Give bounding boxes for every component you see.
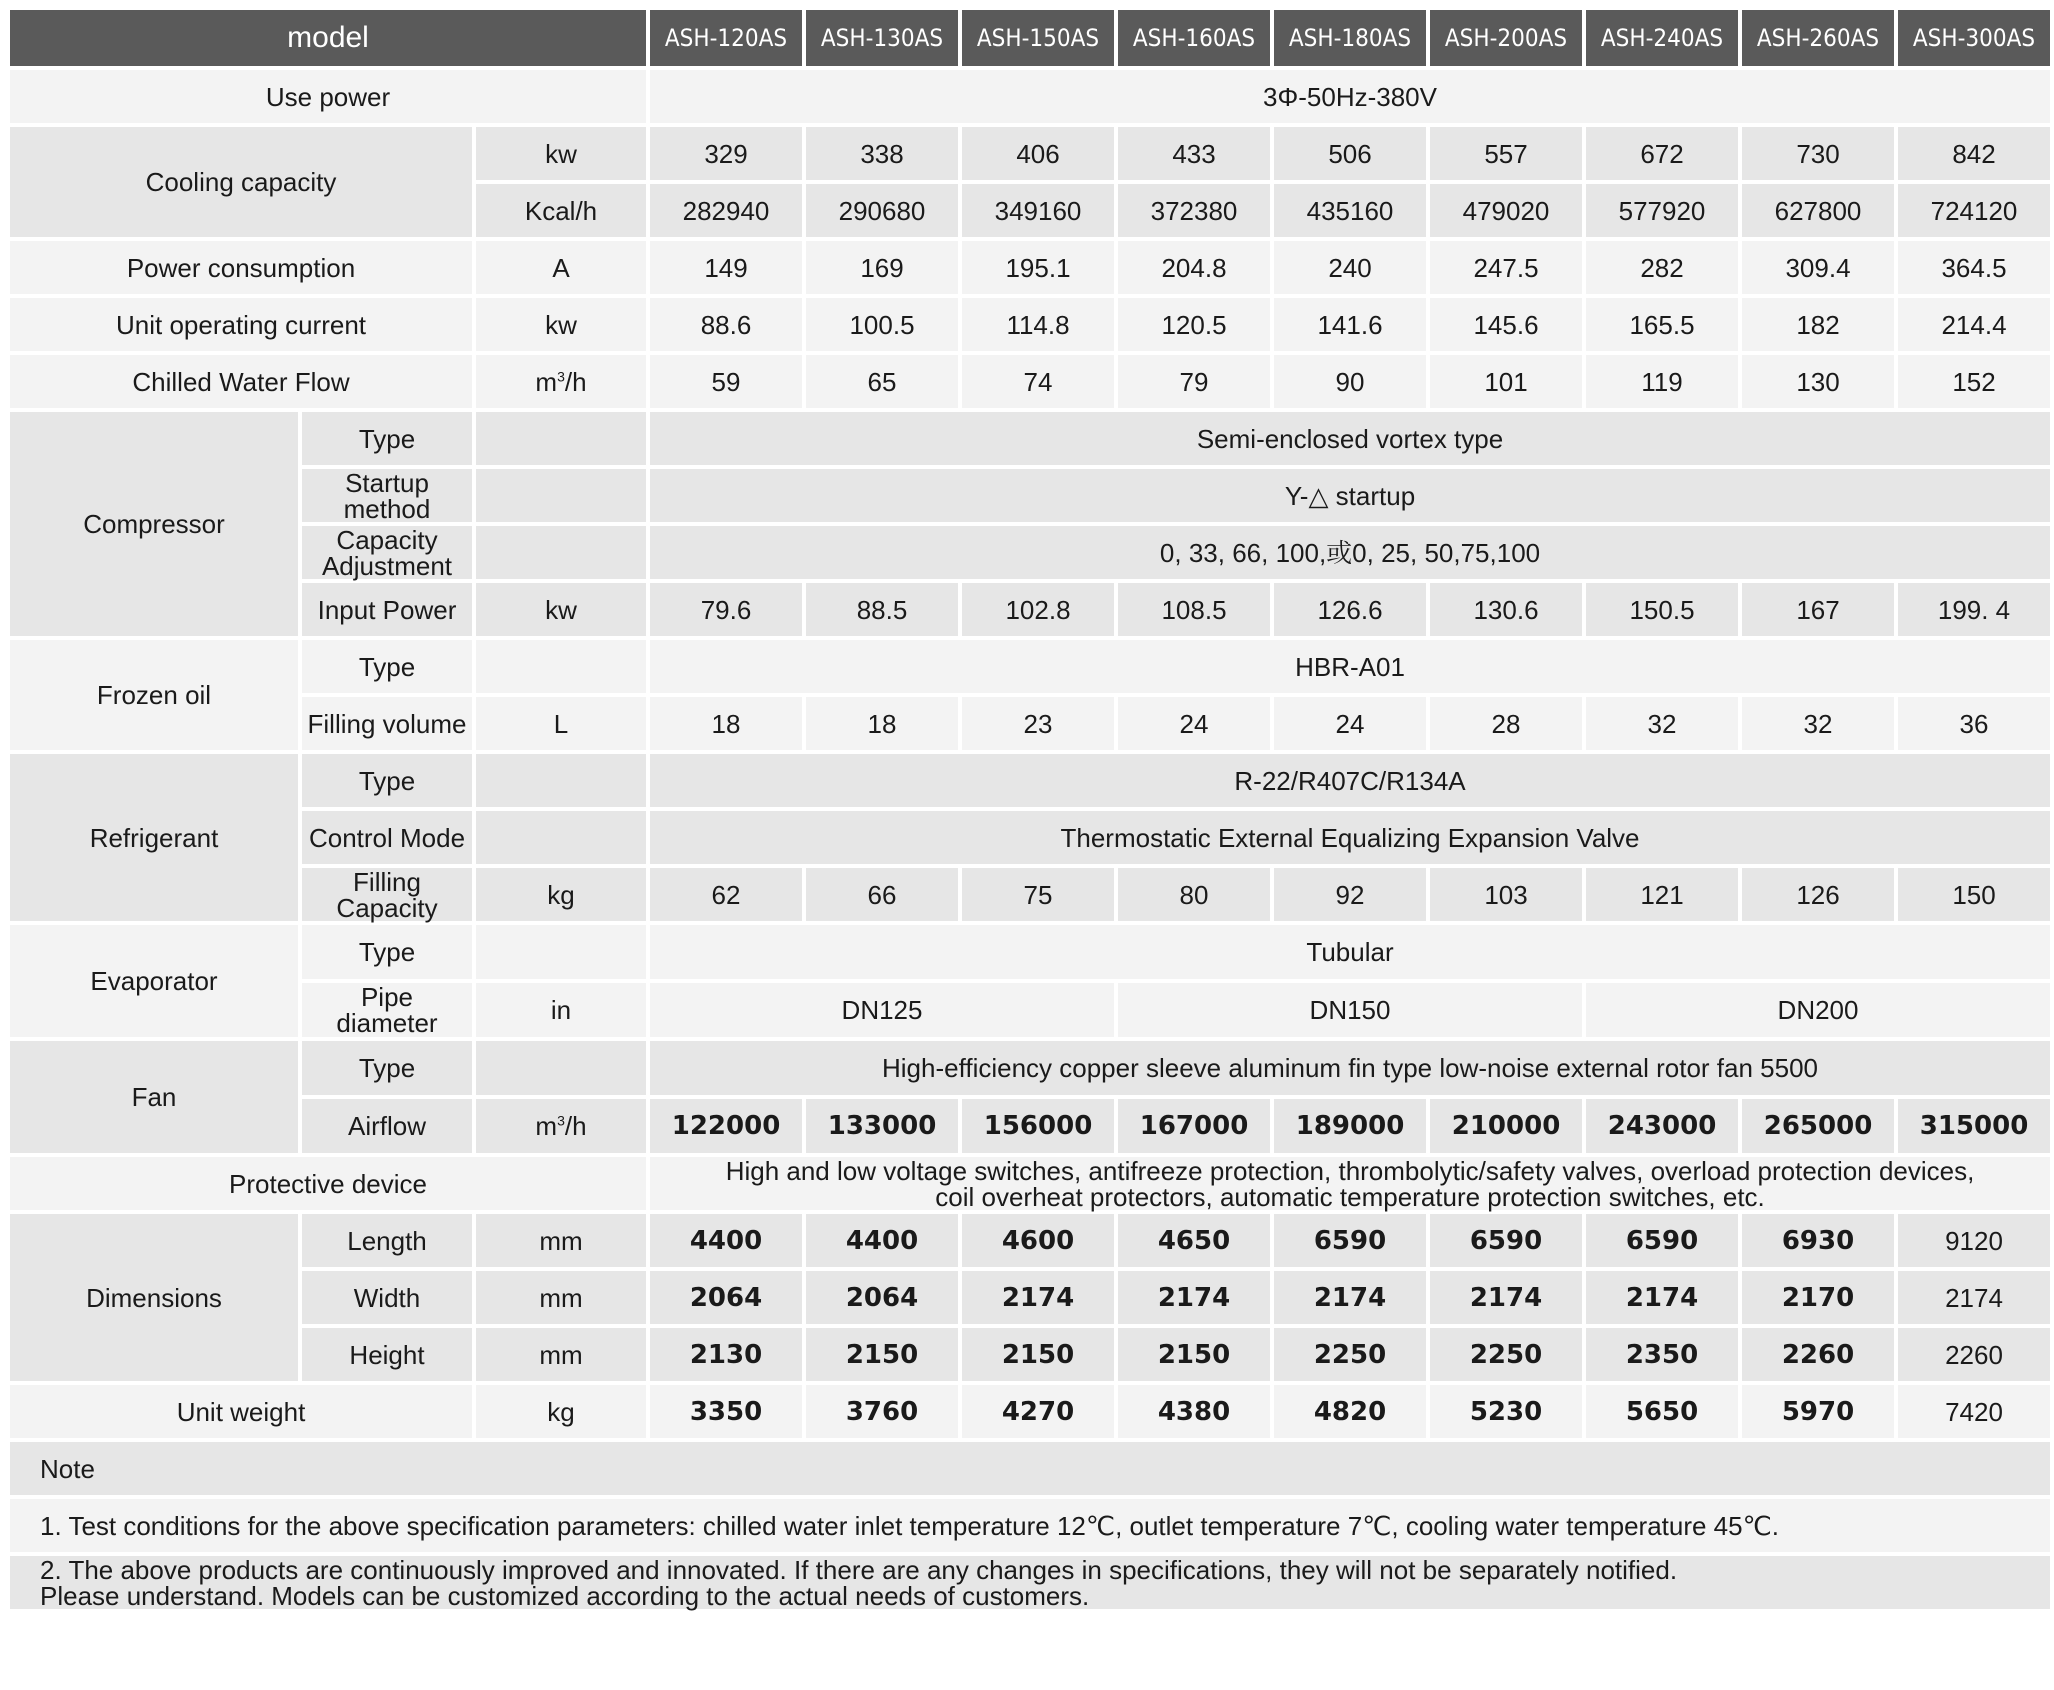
value-cell: 28	[1430, 697, 1582, 750]
cooling-capacity-kw-row	[10, 127, 2050, 180]
value-cell: 2174	[1274, 1271, 1426, 1324]
value-cell: 557	[1430, 127, 1582, 180]
unit-cell: mm	[476, 1328, 646, 1381]
value-cell: 23	[962, 697, 1114, 750]
dimensions-label: Dimensions	[10, 1214, 298, 1381]
value-cell: 24	[1274, 697, 1426, 750]
value-cell: 66	[806, 868, 958, 921]
value-cell: 79	[1118, 355, 1270, 408]
value-cell: 169	[806, 241, 958, 294]
model-name: ASH-200AS	[1430, 10, 1582, 66]
compressor-type-row	[10, 412, 2050, 465]
value-cell: 364.5	[1898, 241, 2050, 294]
value-cell: 2174	[1898, 1271, 2050, 1324]
label-line: Pipe	[360, 982, 414, 1012]
label-line: Capacity	[336, 892, 438, 923]
value-cell: 577920	[1586, 184, 1738, 237]
value-cell: 2174	[1118, 1271, 1270, 1324]
model-name: ASH-120AS	[650, 10, 802, 66]
unit-base: m	[535, 366, 558, 397]
unit-cell	[476, 640, 646, 693]
protective-device-row	[10, 1157, 2050, 1210]
value-cell: 103	[1430, 868, 1582, 921]
value-cell: 2350	[1586, 1328, 1738, 1381]
value-cell: 2260	[1898, 1328, 2050, 1381]
label-line: Adjustment	[321, 550, 453, 581]
value-cell: 130	[1742, 355, 1894, 408]
unit-tail: /h	[564, 366, 587, 397]
value-line: High and low voltage switches, antifreeze protection, thrombolytic/safety valves, overload protection devices,	[725, 1155, 1975, 1186]
value-cell: 6590	[1586, 1214, 1738, 1267]
unit-cell	[476, 925, 646, 979]
value-cell: 75	[962, 868, 1114, 921]
chilled-water-flow-label: Chilled Water Flow	[10, 355, 472, 408]
unit-cell	[476, 355, 646, 408]
value-cell: 133000	[806, 1099, 958, 1153]
value-cell: 88.5	[806, 583, 958, 636]
unit-cell: Kcal/h	[476, 184, 646, 237]
spec-table-body	[10, 10, 2050, 1609]
sub-label: Height	[302, 1328, 472, 1381]
value-cell: 265000	[1742, 1099, 1894, 1153]
refrigerant-type-value: R-22/R407C/R134A	[650, 754, 2050, 807]
value-cell: 195.1	[962, 241, 1114, 294]
value-cell: 730	[1742, 127, 1894, 180]
frozen-oil-type-row	[10, 640, 2050, 693]
unit-cell	[476, 811, 646, 864]
dimensions-width-row	[10, 1271, 2050, 1324]
unit-cell	[476, 412, 646, 465]
value-cell: 90	[1274, 355, 1426, 408]
value-cell: 36	[1898, 697, 2050, 750]
unit-cell: kg	[476, 1385, 646, 1438]
value-cell: 119	[1586, 355, 1738, 408]
value-cell: 74	[962, 355, 1114, 408]
value-cell: 122000	[650, 1099, 802, 1153]
value-cell: 18	[650, 697, 802, 750]
unit-cell	[476, 1099, 646, 1153]
sub-label: Type	[302, 925, 472, 979]
model-name: ASH-300AS	[1898, 10, 2050, 66]
sub-label	[302, 868, 472, 921]
unit-cell	[476, 754, 646, 807]
unit-tail: /h	[564, 1111, 587, 1141]
value-cell: 18	[806, 697, 958, 750]
unit-cell	[476, 469, 646, 522]
value-cell: 199. 4	[1898, 583, 2050, 636]
use-power-label: Use power	[10, 70, 646, 123]
value-line: coil overheat protectors, automatic temperature protection switches, etc.	[935, 1181, 1765, 1212]
protective-device-value	[650, 1157, 2050, 1210]
note-line: 2. The above products are continuously improved and innovated. If there are any changes in specifications, they will not be separately notified.	[40, 1554, 1678, 1585]
value-cell: 24	[1118, 697, 1270, 750]
value-cell: 62	[650, 868, 802, 921]
value-cell: 2130	[650, 1328, 802, 1381]
frozen-oil-type-value: HBR-A01	[650, 640, 2050, 693]
use-power-value: 3Φ-50Hz-380V	[650, 70, 2050, 123]
value-cell: 141.6	[1274, 298, 1426, 351]
unit-cell: A	[476, 241, 646, 294]
value-cell: 290680	[806, 184, 958, 237]
value-cell: 329	[650, 127, 802, 180]
value-cell: 6590	[1274, 1214, 1426, 1267]
label-line: diameter	[336, 1008, 438, 1038]
unit-cell: mm	[476, 1214, 646, 1267]
value-cell: 6590	[1430, 1214, 1582, 1267]
value-cell: 167000	[1118, 1099, 1270, 1153]
compressor-startup-value: Y-△ startup	[650, 469, 2050, 522]
value-cell: 2170	[1742, 1271, 1894, 1324]
value-cell: 282940	[650, 184, 802, 237]
value-cell: 627800	[1742, 184, 1894, 237]
model-name: ASH-150AS	[962, 10, 1114, 66]
unit-cell: in	[476, 983, 646, 1037]
value-cell: 150.5	[1586, 583, 1738, 636]
power-consumption-row	[10, 241, 2050, 294]
model-name: ASH-160AS	[1118, 10, 1270, 66]
unit-cell	[476, 1041, 646, 1095]
sub-label: Width	[302, 1271, 472, 1324]
value-cell: 724120	[1898, 184, 2050, 237]
value-cell: 32	[1742, 697, 1894, 750]
value-cell: 2150	[1118, 1328, 1270, 1381]
unit-operating-current-label: Unit operating current	[10, 298, 472, 351]
evaporator-pipe-row	[10, 983, 2050, 1037]
value-cell: 4600	[962, 1214, 1114, 1267]
value-cell: 32	[1586, 697, 1738, 750]
evaporator-label: Evaporator	[10, 925, 298, 1037]
note-1: 1. Test conditions for the above specification parameters: chilled water inlet temperature 12℃, outlet temperature 7℃, cooling water temperature 45℃.	[10, 1499, 2050, 1552]
unit-cell: kg	[476, 868, 646, 921]
value-cell: 5650	[1586, 1385, 1738, 1438]
unit-cell: kw	[476, 127, 646, 180]
value-cell: 165.5	[1586, 298, 1738, 351]
cooling-capacity-label: Cooling capacity	[10, 127, 472, 237]
value-cell: 7420	[1898, 1385, 2050, 1438]
model-name: ASH-240AS	[1586, 10, 1738, 66]
value-cell: 100.5	[806, 298, 958, 351]
evaporator-type-value: Tubular	[650, 925, 2050, 979]
unit-operating-current-row	[10, 298, 2050, 351]
value-cell: DN125	[650, 983, 1114, 1037]
model-header: model	[10, 10, 646, 66]
value-cell: 150	[1898, 868, 2050, 921]
sub-label: Type	[302, 640, 472, 693]
value-cell: 149	[650, 241, 802, 294]
value-cell: DN200	[1586, 983, 2050, 1037]
unit-cell	[476, 526, 646, 579]
value-cell: 88.6	[650, 298, 802, 351]
refrigerant-label: Refrigerant	[10, 754, 298, 921]
value-cell: 2150	[806, 1328, 958, 1381]
value-cell: 338	[806, 127, 958, 180]
value-cell: 2064	[806, 1271, 958, 1324]
value-cell: 126	[1742, 868, 1894, 921]
value-cell: 506	[1274, 127, 1426, 180]
value-cell: 79.6	[650, 583, 802, 636]
frozen-oil-filling-row	[10, 697, 2050, 750]
fan-airflow-row	[10, 1099, 2050, 1153]
sub-label: Control Mode	[302, 811, 472, 864]
value-cell: 2250	[1430, 1328, 1582, 1381]
value-cell: 126.6	[1274, 583, 1426, 636]
unit-cell: kw	[476, 583, 646, 636]
value-cell: 65	[806, 355, 958, 408]
note-1-row	[10, 1499, 2050, 1552]
dimensions-length-row	[10, 1214, 2050, 1267]
value-cell: 4400	[650, 1214, 802, 1267]
spec-sheet	[6, 6, 2036, 1684]
note-2	[10, 1556, 2050, 1609]
value-cell: 433	[1118, 127, 1270, 180]
value-cell: 2260	[1742, 1328, 1894, 1381]
spec-table	[6, 6, 2054, 1613]
note-title: Note	[10, 1442, 2050, 1495]
compressor-input-row	[10, 583, 2050, 636]
label-line: Capacity	[336, 524, 438, 555]
model-name: ASH-180AS	[1274, 10, 1426, 66]
value-cell: 189000	[1274, 1099, 1426, 1153]
value-cell: 842	[1898, 127, 2050, 180]
value-cell: 2250	[1274, 1328, 1426, 1381]
value-cell: 243000	[1586, 1099, 1738, 1153]
unit-weight-label: Unit weight	[10, 1385, 472, 1438]
value-cell: 479020	[1430, 184, 1582, 237]
value-cell: 4650	[1118, 1214, 1270, 1267]
value-cell: 80	[1118, 868, 1270, 921]
refrigerant-control-row	[10, 811, 2050, 864]
value-cell: 5230	[1430, 1385, 1582, 1438]
value-cell: 372380	[1118, 184, 1270, 237]
value-cell: 2174	[1430, 1271, 1582, 1324]
unit-cell: mm	[476, 1271, 646, 1324]
value-cell: 152	[1898, 355, 2050, 408]
value-cell: 672	[1586, 127, 1738, 180]
sub-label: Type	[302, 412, 472, 465]
unit-cell: kw	[476, 298, 646, 351]
value-cell: 204.8	[1118, 241, 1270, 294]
frozen-oil-label: Frozen oil	[10, 640, 298, 750]
refrigerant-filling-row	[10, 868, 2050, 921]
value-cell: 2174	[1586, 1271, 1738, 1324]
value-cell: 4380	[1118, 1385, 1270, 1438]
fan-label: Fan	[10, 1041, 298, 1153]
note-line: Please understand. Models can be customized according to the actual needs of customers.	[40, 1580, 1090, 1611]
value-cell: 435160	[1274, 184, 1426, 237]
header-row	[10, 10, 2050, 66]
value-cell: 167	[1742, 583, 1894, 636]
value-cell: 315000	[1898, 1099, 2050, 1153]
value-cell: DN150	[1118, 983, 1582, 1037]
value-cell: 92	[1274, 868, 1426, 921]
value-cell: 3350	[650, 1385, 802, 1438]
sub-label: Input Power	[302, 583, 472, 636]
value-cell: 4400	[806, 1214, 958, 1267]
value-cell: 2064	[650, 1271, 802, 1324]
value-cell: 156000	[962, 1099, 1114, 1153]
compressor-startup-row	[10, 469, 2050, 522]
sub-label: Airflow	[302, 1099, 472, 1153]
dimensions-height-row	[10, 1328, 2050, 1381]
value-cell: 120.5	[1118, 298, 1270, 351]
note-2-row	[10, 1556, 2050, 1609]
unit-weight-row	[10, 1385, 2050, 1438]
label-line: Filling	[353, 866, 421, 897]
unit-base: m	[535, 1111, 558, 1141]
value-cell: 406	[962, 127, 1114, 180]
power-consumption-label: Power consumption	[10, 241, 472, 294]
value-cell: 3760	[806, 1385, 958, 1438]
unit-superscript: 3	[557, 367, 565, 384]
value-cell: 130.6	[1430, 583, 1582, 636]
value-cell: 309.4	[1742, 241, 1894, 294]
value-cell: 240	[1274, 241, 1426, 294]
fan-type-value: High-efficiency copper sleeve aluminum fin type low-noise external rotor fan 5500	[650, 1041, 2050, 1095]
sub-label	[302, 526, 472, 579]
sub-label: Type	[302, 1041, 472, 1095]
compressor-label: Compressor	[10, 412, 298, 636]
use-power-row	[10, 70, 2050, 123]
value-cell: 102.8	[962, 583, 1114, 636]
protective-device-label: Protective device	[10, 1157, 646, 1210]
value-cell: 4270	[962, 1385, 1114, 1438]
value-cell: 2174	[962, 1271, 1114, 1324]
value-cell: 214.4	[1898, 298, 2050, 351]
unit-superscript: 3	[557, 1112, 565, 1129]
value-cell: 4820	[1274, 1385, 1426, 1438]
refrigerant-control-value: Thermostatic External Equalizing Expansion Valve	[650, 811, 2050, 864]
value-cell: 282	[1586, 241, 1738, 294]
value-cell: 5970	[1742, 1385, 1894, 1438]
sub-label: Type	[302, 754, 472, 807]
value-cell: 247.5	[1430, 241, 1582, 294]
value-cell: 59	[650, 355, 802, 408]
compressor-capacity-value: 0, 33, 66, 100,或0, 25, 50,75,100	[650, 526, 2050, 579]
chilled-water-flow-row	[10, 355, 2050, 408]
value-cell: 114.8	[962, 298, 1114, 351]
value-cell: 2150	[962, 1328, 1114, 1381]
value-cell: 101	[1430, 355, 1582, 408]
value-cell: 121	[1586, 868, 1738, 921]
sub-label: Filling volume	[302, 697, 472, 750]
value-cell: 210000	[1430, 1099, 1582, 1153]
sub-label: Startup method	[302, 469, 472, 522]
model-name: ASH-260AS	[1742, 10, 1894, 66]
compressor-capacity-row	[10, 526, 2050, 579]
fan-type-row	[10, 1041, 2050, 1095]
note-title-row	[10, 1442, 2050, 1495]
refrigerant-type-row	[10, 754, 2050, 807]
value-cell: 145.6	[1430, 298, 1582, 351]
sub-label	[302, 983, 472, 1037]
value-cell: 9120	[1898, 1214, 2050, 1267]
evaporator-type-row	[10, 925, 2050, 979]
compressor-type-value: Semi-enclosed vortex type	[650, 412, 2050, 465]
unit-cell: L	[476, 697, 646, 750]
value-cell: 349160	[962, 184, 1114, 237]
value-cell: 108.5	[1118, 583, 1270, 636]
sub-label: Length	[302, 1214, 472, 1267]
model-name: ASH-130AS	[806, 10, 958, 66]
value-cell: 182	[1742, 298, 1894, 351]
value-cell: 6930	[1742, 1214, 1894, 1267]
